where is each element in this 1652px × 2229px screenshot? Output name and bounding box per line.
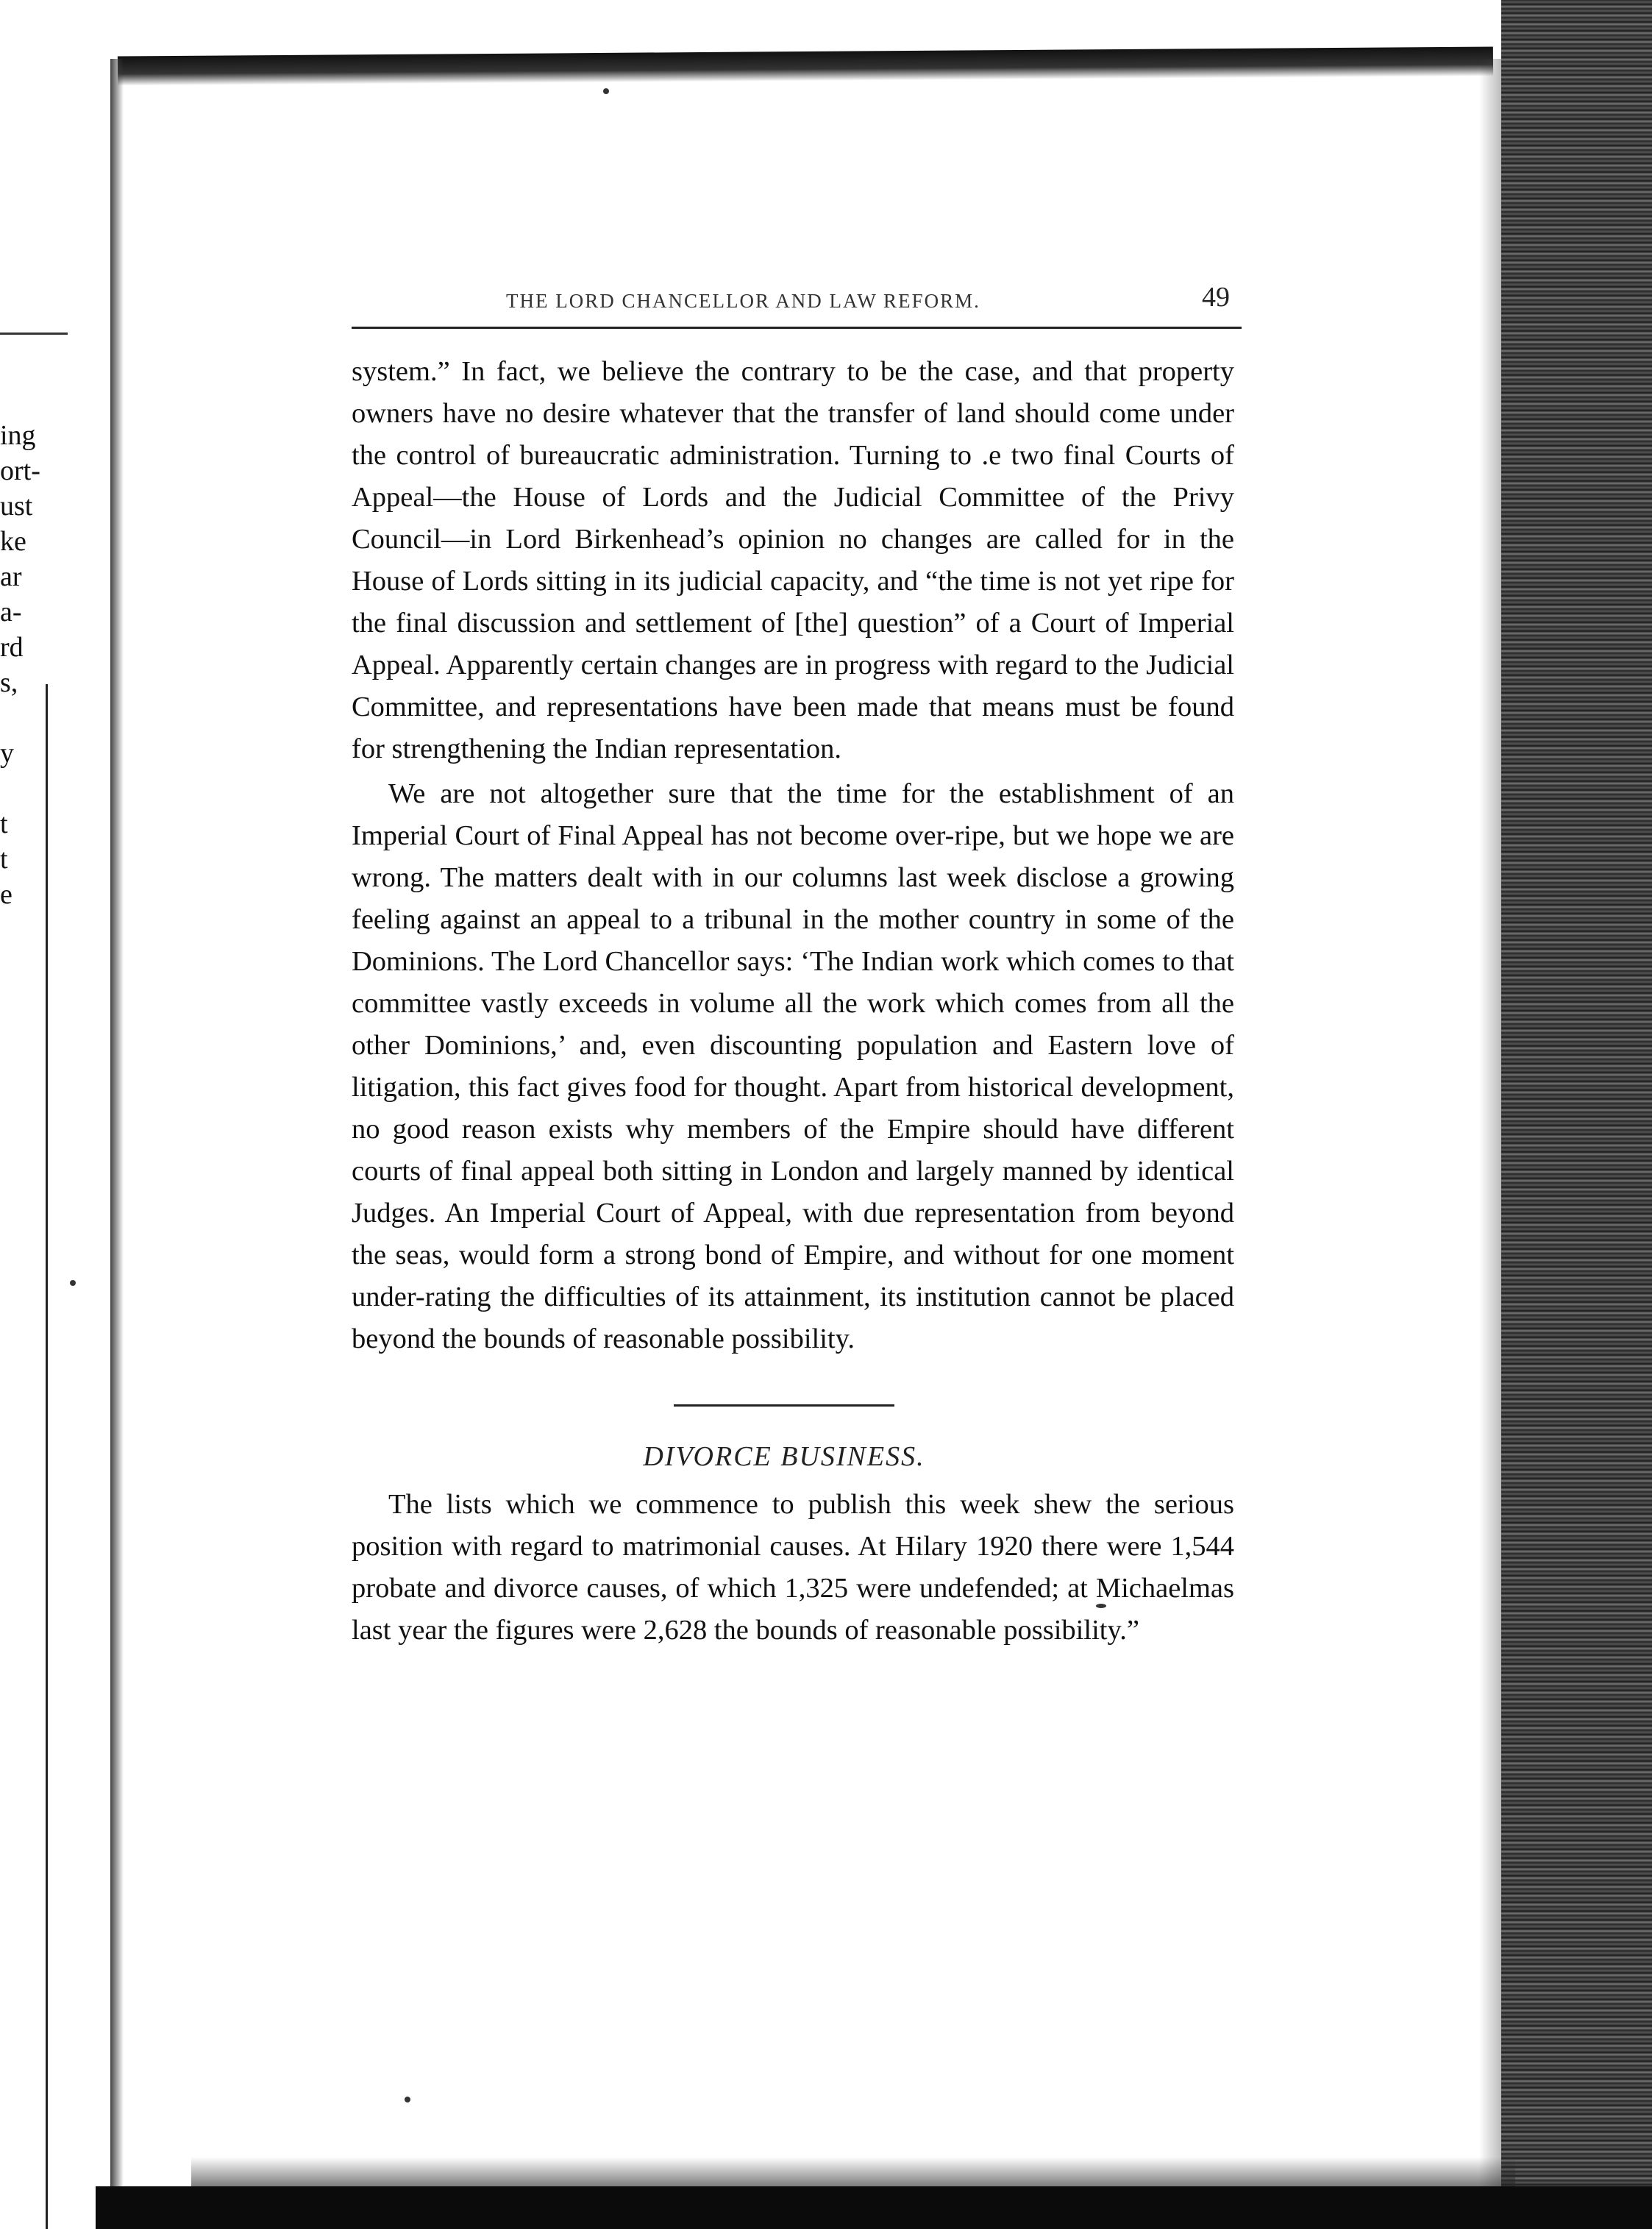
page-number: 49 — [1202, 282, 1230, 313]
fragment: y — [0, 738, 14, 769]
fragment — [0, 771, 81, 806]
scan-top-shadow — [118, 46, 1493, 85]
facing-page-fragments — [0, 418, 81, 912]
header-rule — [352, 327, 1242, 329]
scan-right-edge — [1501, 0, 1652, 2229]
scan-gutter-shadow — [1479, 59, 1501, 2207]
fragment: t — [0, 844, 8, 875]
section-paragraph: The lists which we commence to publish this week shew the serious position with regard to matrimonial causes. At Hilary 1920 there were 1,544 probate and divorce causes, of which 1,325 were undefended; at Michaelmas last year the figures were 2,628 the bounds of reasonable possibility.” — [352, 1489, 1234, 1646]
fragment — [0, 700, 81, 736]
fragment: rd — [0, 632, 24, 663]
page-content — [352, 280, 1234, 1654]
scan-speck — [603, 88, 609, 94]
fragment: t — [0, 808, 8, 839]
scan-bottom-shadow — [191, 2157, 1515, 2186]
scan-left-shadow — [110, 59, 124, 2192]
scan-bottom-edge — [96, 2186, 1652, 2229]
fragment: e — [0, 879, 13, 910]
fragment: ing — [0, 420, 36, 451]
body-paragraph: system.” In fact, we believe the contrary to be the case, and that property owners have no desire whatever that the transfer of land should come under the control of bureaucratic administration. Turning to .e two final Courts of Appeal—the House of Lords and the Judicial Committee of the Privy Council—in Lord Birkenhead’s opinion no changes are called for in the House of Lords sitting in its judicial capacity, and “the time is not yet ripe for the final discussion and settlement of [the] question” of a Court of Imperial Appeal. Apparently certain changes are in progress with regard to the Judicial Committee, and representations have been made that means must be found for strengthening the Indian representation. — [352, 356, 1234, 764]
running-head: THE LORD CHANCELLOR AND LAW REFORM. — [506, 290, 980, 312]
fragment: ar — [0, 561, 22, 592]
fragment: a- — [0, 597, 22, 628]
section-divider — [674, 1404, 894, 1407]
fragment: ust — [0, 491, 33, 522]
facing-page-edge — [46, 684, 48, 2229]
fragment: s, — [0, 667, 18, 698]
fragment: ort- — [0, 455, 40, 486]
body-paragraph: We are not altogether sure that the time for the establishment of an Imperial Court of Final Appeal has not become over-ripe, but we hope we are wrong. The matters dealt with in our columns last week disclose a growing feeling against an appeal to a tribunal in the mother country in some of the Dominions. The Lord Chancellor says: ‘The Indian work which comes to that committee vastly exceeds in volume all the work which comes from all the other Dominions,’ and, even discounting population and Eastern love of litigation, this fact gives food for thought. Apart from historical development, no good reason exists why members of the Empire should have different courts of final appeal both sitting in London and largely manned by identical Judges. An Imperial Court of Appeal, with due representation from beyond the seas, would form a strong bond of Empire, and without for one moment under-rating the difficulties of its attainment, its institution cannot be placed beyond the bounds of reasonable possibility. — [352, 778, 1234, 1354]
article-body — [352, 351, 1234, 1652]
scan-speck — [405, 2097, 410, 2102]
fragment: ke — [0, 526, 26, 557]
section-title: DIVORCE BUSINESS. — [643, 1441, 925, 1472]
facing-page-rule — [0, 333, 68, 335]
page-header — [352, 280, 1234, 324]
scan-speck — [70, 1280, 76, 1286]
